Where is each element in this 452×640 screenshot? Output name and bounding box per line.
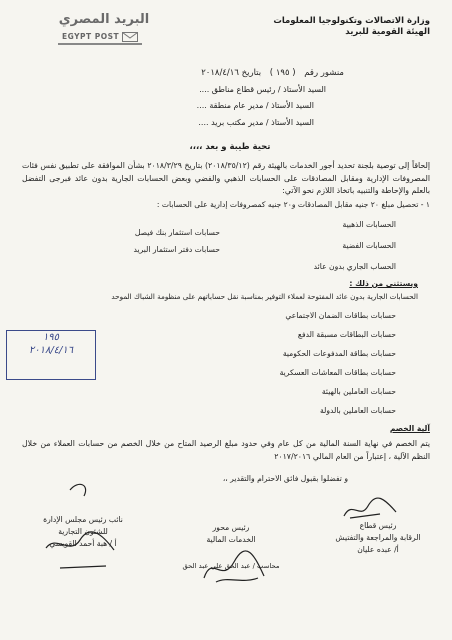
signature-scribble-icon (198, 548, 270, 586)
signatory-dept: الخدمات المالية (206, 535, 256, 544)
mechanism-title: آلية الخصم (389, 424, 430, 433)
exception-item: حسابات العاملين بالهيئة (321, 387, 396, 396)
greeting: تحية طيبة و بعد ،،،، (189, 142, 271, 152)
exception-item: حسابات البطاقات مسبقة الدفع (297, 330, 396, 339)
exception-item: حسابات العاملين بالدولة (319, 406, 396, 415)
section1-title: ١ - تحصيل مبلغ ٢٠ جنيه مقابل المصادقات و٢٠ جنيه كمصروفات إدارية على الحسابات : (156, 200, 430, 209)
addressee-1: السيد الأستاذ / رئيس قطاع مناطق .... (199, 85, 326, 94)
addressee-2: السيد الأستاذ / مدير عام منطقة .... (196, 101, 314, 110)
signatory-title: نائب رئيس مجلس الإدارة (43, 515, 123, 524)
addressee-3: السيد الأستاذ / مدير مكتب بريد .... (198, 118, 314, 127)
ministry-header (230, 16, 430, 38)
signatory-dept: للشئون التجارية (58, 527, 108, 536)
reference-line (114, 68, 344, 78)
section1-item: الحسابات الذهبية (342, 220, 396, 229)
signatory-name: أ/ عبده عليان (357, 545, 399, 554)
signature-scribble-icon (340, 496, 400, 522)
exception-item: حسابات بطاقات الضمان الاجتماعي (285, 311, 396, 320)
exception-item: حسابات بطاقات المعاشات العسكرية (279, 368, 396, 377)
signatory-name: أ / هبة أحمد القويسي (49, 539, 117, 548)
incoming-stamp (6, 330, 96, 380)
egypt-post-logo (58, 12, 150, 60)
envelope-icon (122, 32, 138, 42)
section1-item: الحسابات الفضية (342, 241, 396, 250)
signatory-name: محاسب / عبد الحق علي عبد الحق (182, 562, 280, 570)
logo-english-text: EGYPT POST (62, 32, 120, 41)
section2-title: ويستثنى من ذلك : (349, 279, 418, 288)
authority-line: الهيئة القومية للبريد (345, 27, 430, 37)
stamp-number: ١٩٥ (42, 332, 60, 343)
section1-item-left: حسابات دفتر استثمار البريد (133, 245, 220, 254)
reference-number: ( ١٩٥ ) (269, 68, 296, 78)
exception-item: الحسابات الجارية بدون عائد المفتوحة لعملاء التوفير بمناسبة نقل حساباتهم على منظومة الشباك الموحد (111, 292, 418, 301)
logo-underline (58, 43, 142, 45)
closing-line: و تفضلوا بقبول فائق الاحترام والتقدير ،، (222, 474, 348, 483)
signatory-title: رئيس محور (212, 523, 250, 532)
section1-item: الحساب الجاري بدون عائد (313, 262, 396, 271)
logo-arabic-text: البريد المصري (58, 12, 150, 27)
reference-date: بتاريخ ٢٠١٨/٤/١٦ (201, 68, 262, 78)
ministry-line: وزارة الاتصالات وتكنولوجيا المعلومات (273, 16, 430, 26)
section1-item-left: حسابات استثمار بنك فيصل (134, 228, 220, 237)
signature-scribble-icon (40, 476, 120, 576)
reference-label: منشور رقم (304, 68, 344, 78)
signatory-1 (318, 520, 438, 556)
exception-item: حسابات بطاقة المدفوعات الحكومية (282, 349, 396, 358)
signatory-dept: الرقابة والمراجعة والتفتيش (335, 533, 421, 542)
mechanism-text: يتم الخصم في نهاية السنة المالية من كل عام وفي حدود مبلغ الرصيد المتاح من خلال الخصم من حسابات العملاء من خلال النظم الآلية ، إعتباراً من العام المالي ٢٠١٧/٢٠١٦ (22, 439, 430, 461)
stamp-date: ٢٠١٨/٤/١٦ (28, 345, 74, 356)
intro-paragraph: إلحاقاً إلى توصية بلجنة تحديد أجور الخدمات بالهيئة رقم (٢٠١٨/٣٥/١٢) بتاريخ ٢٠١٨/٣/٢٩ بشأن الموافقة على تطبيق نفس فئات المصروفات الإدارية ومقابل المصادقات على الحسابات الذهبي والفضي وبعض الحسابات الجارية بدون عائد فبرجى التفضل بالعلم والإحاطة والتنبيه باتخاذ اللازم نحو الآتي: (22, 161, 430, 195)
signatory-title: رئيس قطاع (359, 521, 397, 530)
